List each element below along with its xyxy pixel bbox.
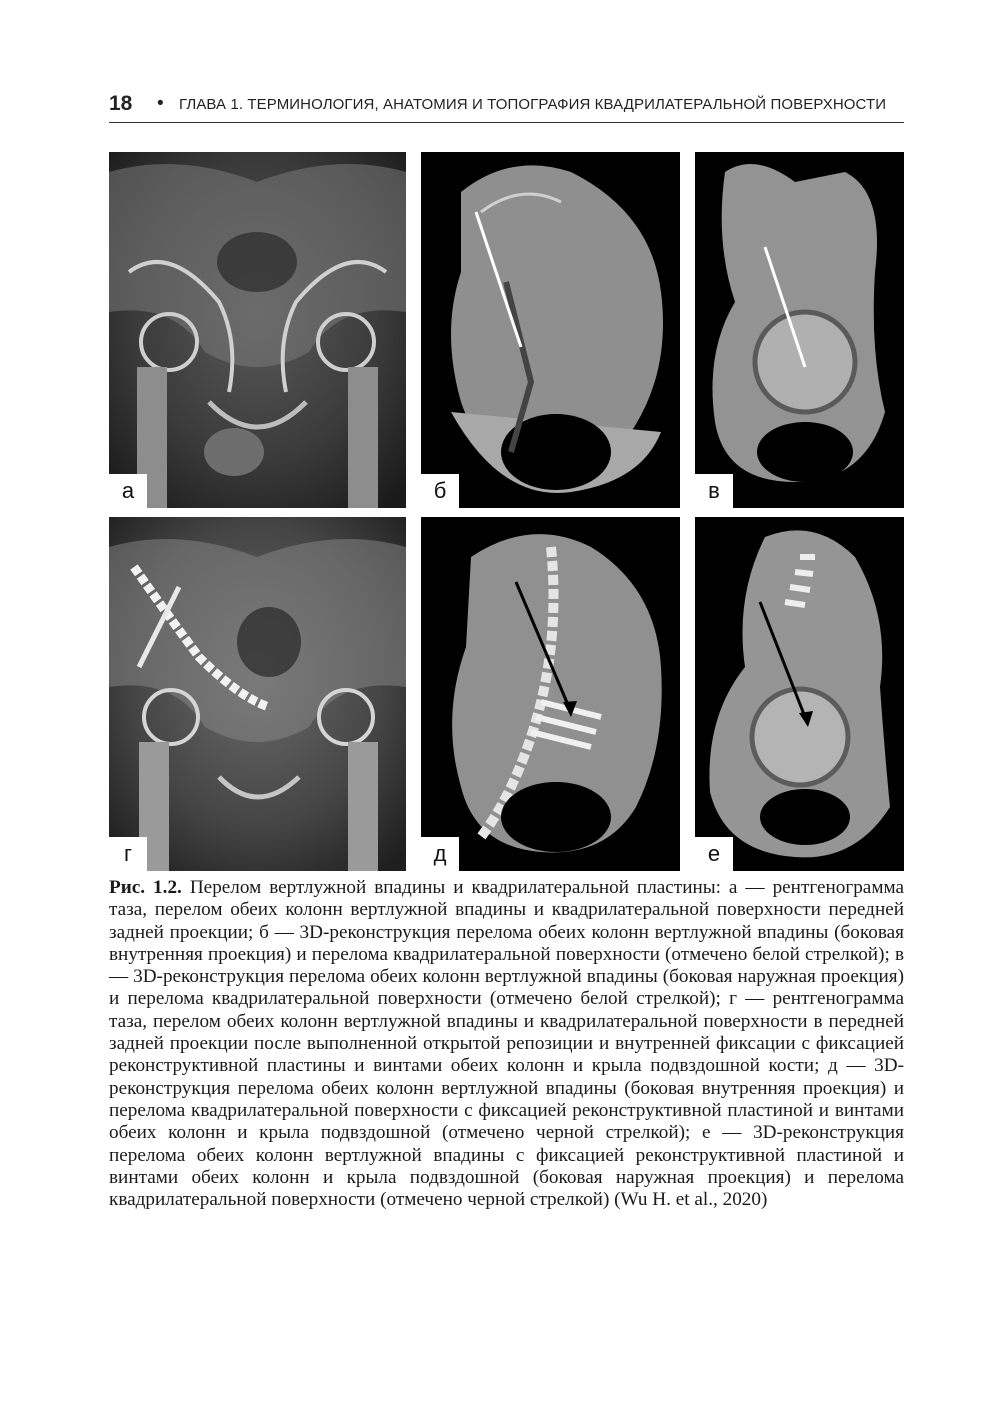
header-bullet: • <box>157 93 164 114</box>
panel-label-b: б <box>421 474 459 508</box>
running-header <box>109 92 904 123</box>
3d-reconstruction-internal-fixed-image <box>421 517 680 871</box>
panel-label-d: д <box>421 837 459 871</box>
panel-label-a: а <box>109 474 147 508</box>
chapter-title: ГЛАВА 1. ТЕРМИНОЛОГИЯ, АНАТОМИЯ И ТОПОГРАФИЯ КВАДРИЛАТЕРАЛЬНОЙ ПОВЕРХНОСТИ <box>179 96 887 113</box>
figure-panel-g <box>109 517 406 871</box>
figure-panel-d <box>421 517 680 871</box>
figure-caption-text: Перелом вертлужной впадины и квадрилатеральной пластины: а — рентгенограмма таза, перелом обеих колонн вертлужной впадины и квадрилатеральной поверхности передней задней проекции; б — 3D-реконструкция перелома обеих колонн вертлужной впадины (боковая внутренняя проекция) и перелома квадрилатеральной поверхности (отмечено белой стрелкой); в — 3D-реконструкция перелома обеих колонн вертлужной впадины (боковая наружная проекция) и перелома квадрилатеральной поверхности (отмечено белой стрелкой); г — рентгенограмма таза, перелом обеих колонн вертлужной впадины и квадрилатеральной поверхности в передней задней проекции после выполненной открытой репозиции и внутренней фиксации с фиксацией реконструктивной пластины и винтами обеих колонн и крыла подвздошной кости; д — 3D-реконструкция перелома обеих колонн вертлужной впадины (боковая внутренняя проекция) и перелома квадрилатеральной поверхности с фиксацией реконструктивной пластиной и винтами обеих колонн и крыла подвздошной (отмечено черной стрелкой); е — 3D-реконструкция перелома обеих колонн вертлужной впадины с фиксацией реконструктивной пластиной и винтами обеих колонн и крыла подвздошной (боковая наружная проекция) и перелома квадрилатеральной поверхности (отмечено черной стрелкой) (Wu H. et al., 2020) <box>109 877 904 1211</box>
figure-caption-label: Рис. 1.2. <box>109 877 182 898</box>
panel-label-v: в <box>695 474 733 508</box>
panel-label-g: г <box>109 837 147 871</box>
figure-panel-e <box>695 517 904 871</box>
figure-caption <box>109 877 904 1211</box>
figure-panel-b <box>421 152 680 508</box>
pelvis-xray-image <box>109 152 406 508</box>
3d-reconstruction-external-fixed-image <box>695 517 904 871</box>
figure-panel-v <box>695 152 904 508</box>
3d-reconstruction-external-image <box>695 152 904 508</box>
panel-label-e: е <box>695 837 733 871</box>
page-number: 18 <box>109 92 133 115</box>
pelvis-xray-postop-image <box>109 517 406 871</box>
3d-reconstruction-internal-image <box>421 152 680 508</box>
figure-panel-a <box>109 152 406 508</box>
